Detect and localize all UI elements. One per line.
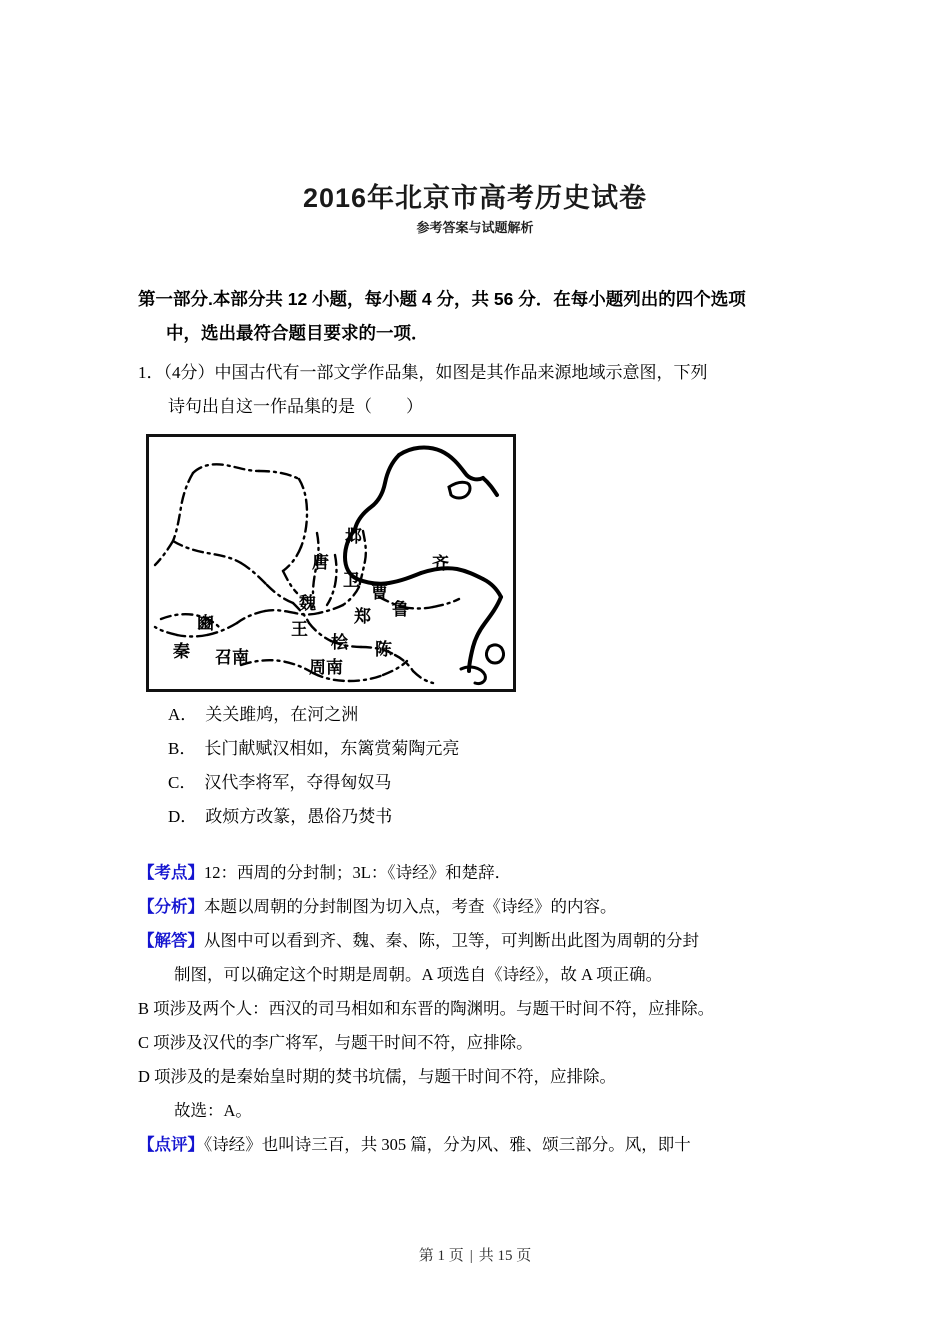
- option-c[interactable]: [138, 766, 824, 800]
- map-label-bin: 豳: [197, 614, 214, 633]
- option-b-label: B．: [168, 739, 197, 758]
- footer-separator: |: [469, 1248, 473, 1264]
- jieda-line-6: 故选：A。: [174, 1101, 252, 1120]
- dianping-tag: 【点评】: [138, 1135, 204, 1154]
- page-footer: [0, 1244, 950, 1265]
- dianping-line: [138, 1128, 824, 1162]
- map-label-wei2: 卫: [343, 571, 360, 590]
- map-label-zheng: 郑: [354, 607, 371, 626]
- jieda-line-1: [138, 924, 824, 958]
- jieda-line-2: 制图，可以确定这个时期是周朝。A 项选自《诗经》，故 A 项正确。: [174, 965, 663, 984]
- map-label-wei1: 魏: [299, 594, 316, 613]
- option-a[interactable]: [138, 698, 824, 732]
- question-stem-line2: 诗句出自这一作品集的是（ ）: [168, 397, 423, 416]
- question-number: 1．: [138, 363, 164, 382]
- question-stem-line1: [138, 356, 824, 390]
- map-label-chen: 陈: [375, 640, 392, 659]
- jieda-line-5: D 项涉及的是秦始皇时期的焚书坑儒，与题干时间不符，应排除。: [138, 1067, 617, 1086]
- document-body: [138, 282, 824, 1162]
- kaodian-line: [138, 856, 824, 890]
- jieda-line-3: B 项涉及两个人：西汉的司马相如和东晋的陶渊明。与题干时间不符，应排除。: [138, 999, 715, 1018]
- footer-total-pages: 共 15 页: [478, 1248, 532, 1264]
- map-label-tang: 唐: [312, 553, 329, 572]
- kaodian-text: 12：西周的分封制；3L：《诗经》和楚辞．: [204, 863, 512, 882]
- map-label-lu: 鲁: [392, 600, 409, 619]
- option-c-text: 汉代李将军，夺得匈奴马: [204, 773, 392, 792]
- question-1: [138, 356, 824, 1162]
- option-a-text: 关关雎鸠，在河之洲: [205, 705, 359, 724]
- option-d-label: D．: [168, 807, 198, 826]
- fenxi-line: [138, 890, 824, 924]
- kaodian-tag: 【考点】: [138, 863, 204, 882]
- map-label-zhaonan: 召南: [215, 648, 249, 667]
- page-subtitle: 参考答案与试题解析: [416, 220, 534, 235]
- zhou-states-map: [149, 437, 513, 689]
- fenxi-tag: 【分析】: [138, 897, 204, 916]
- jieda-line-4: C 项涉及汉代的李广将军，与题干时间不符，应排除。: [138, 1033, 533, 1052]
- option-b-text: 长门献赋汉相如，东篱赏菊陶元亮: [204, 739, 460, 758]
- spacer: [138, 834, 824, 856]
- section-header-line1: 第一部分.本部分共 12 小题，每小题 4 分，共 56 分．在每小题列出的四个选项: [138, 289, 746, 309]
- option-b[interactable]: [138, 732, 824, 766]
- map-label-cao: 曹: [371, 583, 388, 602]
- fenxi-text: 本题以周朝的分封制图为切入点，考查《诗经》的内容。: [204, 897, 617, 916]
- question-stem-text1: （4分）中国古代有一部文学作品集，如图是其作品来源地域示意图，下列: [163, 363, 708, 382]
- map-label-qi: 齐: [432, 554, 449, 573]
- option-d-text: 政烦方改篆，愚俗乃焚书: [205, 807, 393, 826]
- section-header-line2: 中，选出最符合题目要求的一项．: [166, 323, 429, 343]
- map-label-bei: 邶: [345, 527, 362, 546]
- jieda-text-1: 从图中可以看到齐、魏、秦、陈，卫等，可判断出此图为周朝的分封: [204, 931, 699, 950]
- map-label-wang: 王: [291, 620, 308, 639]
- footer-current-page: 第 1 页: [418, 1248, 464, 1264]
- map-figure: [146, 434, 516, 692]
- option-a-label: A．: [168, 705, 198, 724]
- jieda-tag: 【解答】: [138, 931, 204, 950]
- dianping-text: 《诗经》也叫诗三百，共 305 篇，分为风、雅、颂三部分。风，即十: [204, 1135, 691, 1154]
- map-label-qin: 秦: [173, 642, 190, 661]
- map-label-kuai: 桧: [331, 633, 348, 652]
- page-title: 2016年北京市高考历史试卷: [302, 183, 648, 214]
- map-label-zhounan: 周南: [309, 658, 343, 677]
- option-d[interactable]: [138, 800, 824, 834]
- section-header: [138, 282, 824, 350]
- option-c-label: C．: [168, 773, 197, 792]
